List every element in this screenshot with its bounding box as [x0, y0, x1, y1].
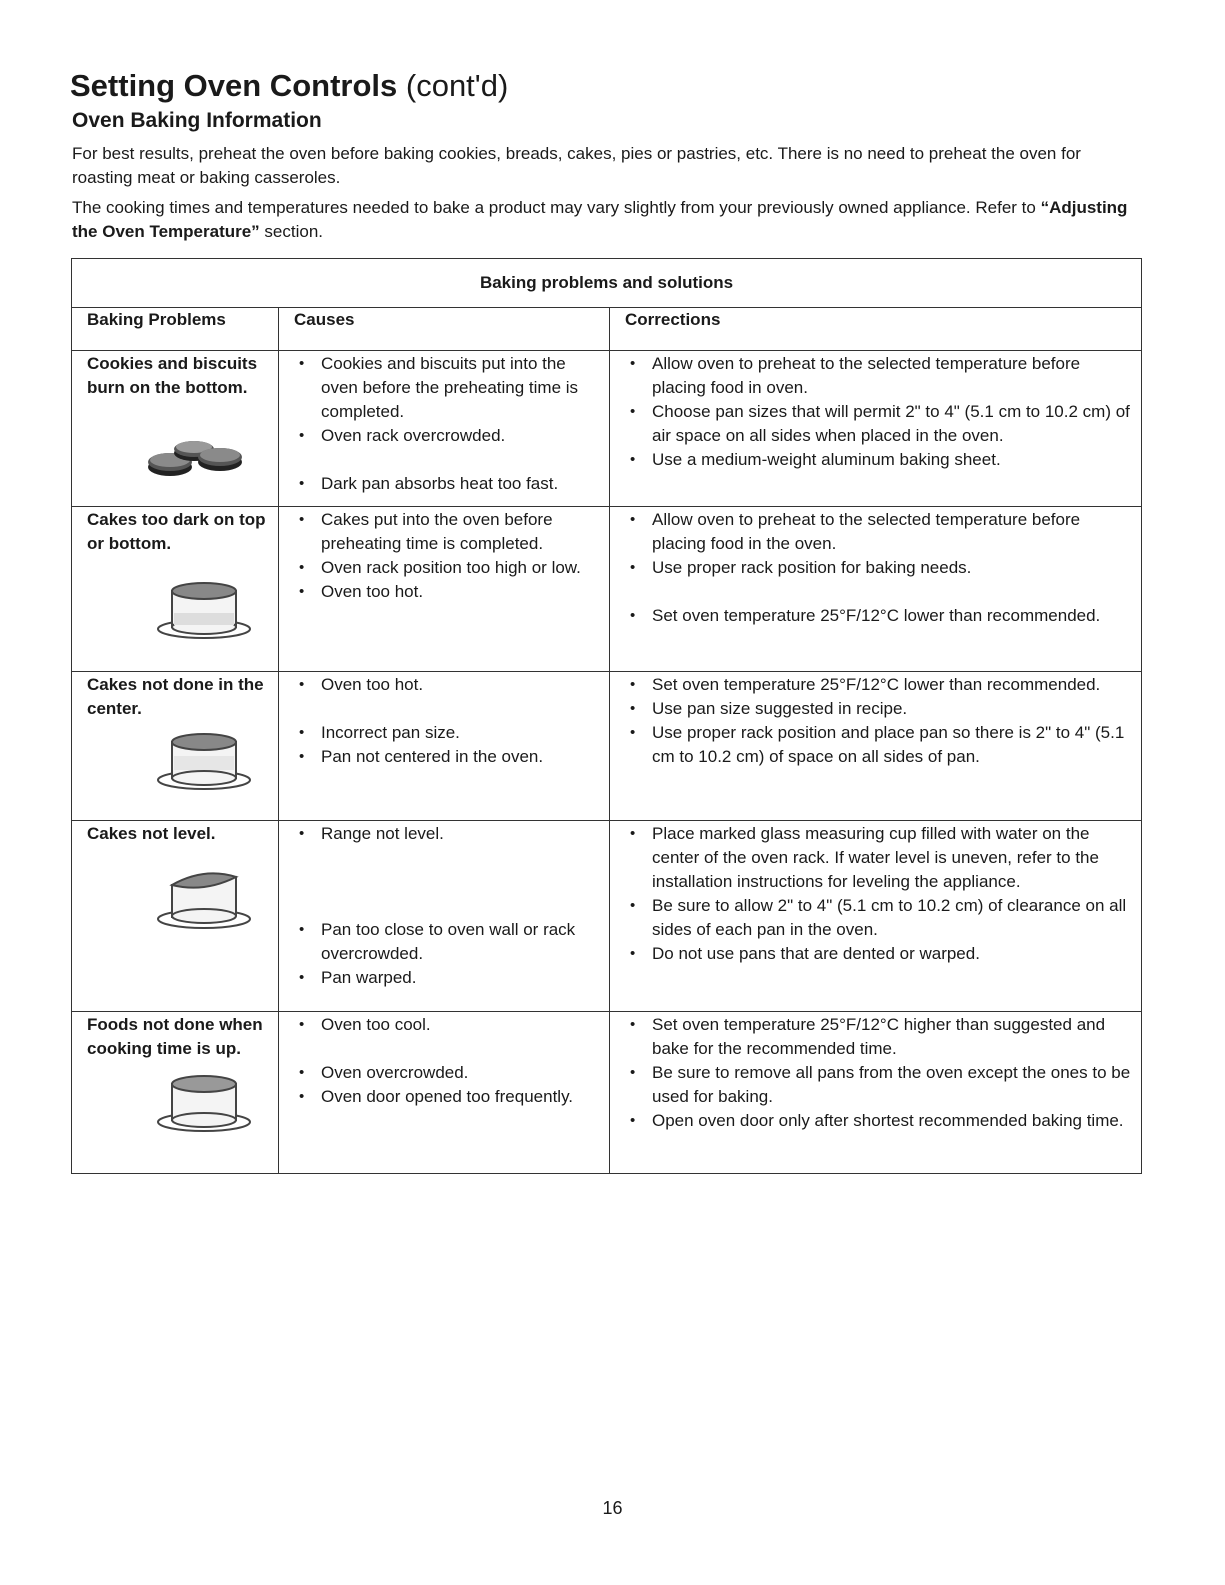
- correction-item: • Place marked glass measuring cup filled with water on the center of the oven rack. If water level is uneven, refer to the installation instructions for leveling the appliance.: [622, 822, 1135, 894]
- correction-item: • Use pan size suggested in recipe.: [622, 697, 1135, 721]
- header-corrections: Corrections: [610, 308, 1142, 351]
- cake-icon: [154, 728, 254, 792]
- cause-item: • Oven rack overcrowded.: [291, 424, 603, 448]
- cause-item: • Incorrect pan size.: [291, 721, 603, 745]
- table-row: [72, 672, 1142, 821]
- section-subtitle: Oven Baking Information: [72, 109, 322, 132]
- cause-item: • Oven overcrowded.: [291, 1061, 603, 1085]
- correction-item: • Open oven door only after shortest recommended baking time.: [622, 1109, 1135, 1133]
- cause-item: • Range not level.: [291, 822, 603, 846]
- correction-item: • Choose pan sizes that will permit 2" to 4" (5.1 cm to 10.2 cm) of air space on all sides when placed in the oven.: [622, 400, 1135, 448]
- table-row: [72, 1012, 1142, 1174]
- cause-item: • Oven rack position too high or low.: [291, 556, 603, 580]
- problem-label: Cakes not level.: [87, 824, 216, 843]
- problem-label: Cookies and biscuits burn on the bottom.: [87, 354, 258, 397]
- correction-item: • Set oven temperature 25°F/12°C lower than recommended.: [622, 604, 1135, 628]
- problem-cell: [72, 1012, 279, 1174]
- problem-cell: [72, 507, 279, 672]
- cause-item: • Pan too close to oven wall or rack overcrowded.: [291, 918, 603, 966]
- table-row: [72, 507, 1142, 672]
- cake-icon: [154, 577, 254, 641]
- cause-item: • Dark pan absorbs heat too fast.: [291, 472, 603, 496]
- cause-item: • Cakes put into the oven before preheating time is completed.: [291, 508, 603, 556]
- problem-cell: [72, 351, 279, 507]
- correction-item: • Use proper rack position and place pan so there is 2" to 4" (5.1 cm to 10.2 cm) of space on all sides of pan.: [622, 721, 1135, 769]
- cause-item: • Pan warped.: [291, 966, 603, 990]
- page-number: 16: [602, 1498, 623, 1518]
- problem-label: Cakes not done in the center.: [87, 675, 264, 718]
- header-causes: Causes: [279, 308, 610, 351]
- correction-item: • Allow oven to preheat to the selected temperature before placing food in the oven.: [622, 508, 1135, 556]
- problem-cell: [72, 821, 279, 1012]
- section-reference: “Adjusting the Oven Temperature”: [72, 198, 1128, 241]
- cake-icon: [154, 1070, 254, 1134]
- causes-cell: [279, 1012, 610, 1174]
- causes-cell: [279, 507, 610, 672]
- problem-label: Cakes too dark on top or bottom.: [87, 510, 266, 553]
- correction-item: • Set oven temperature 25°F/12°C higher than suggested and bake for the recommended time.: [622, 1013, 1135, 1061]
- correction-item: • Use a medium-weight aluminum baking sheet.: [622, 448, 1135, 472]
- intro-paragraph-2: [72, 196, 1132, 244]
- correction-item: • Use proper rack position for baking needs.: [622, 556, 1135, 580]
- cause-item: • Oven too hot.: [291, 580, 603, 604]
- correction-item: • Do not use pans that are dented or warped.: [622, 942, 1135, 966]
- correction-item: • Set oven temperature 25°F/12°C lower than recommended.: [622, 673, 1135, 697]
- cause-item: • Oven door opened too frequently.: [291, 1085, 603, 1109]
- table-header-row: [72, 308, 1142, 351]
- baking-problems-table: [71, 258, 1142, 1174]
- problem-label: Foods not done when cooking time is up.: [87, 1015, 263, 1058]
- cause-item: • Pan not centered in the oven.: [291, 745, 603, 769]
- causes-cell: [279, 351, 610, 507]
- cause-item: • Oven too hot.: [291, 673, 603, 697]
- table-row: [72, 351, 1142, 507]
- intro-paragraph-1: For best results, preheat the oven before baking cookies, breads, cakes, pies or pastries, etc. There is no need to preheat the oven for roasting meat or baking casseroles.: [72, 144, 1081, 187]
- page-title: [70, 66, 508, 106]
- table-row: [72, 821, 1142, 1012]
- causes-cell: [279, 672, 610, 821]
- correction-item: • Be sure to remove all pans from the oven except the ones to be used for baking.: [622, 1061, 1135, 1109]
- correction-item: • Be sure to allow 2" to 4" (5.1 cm to 10.2 cm) of clearance on all sides of each pan in the oven.: [622, 894, 1135, 942]
- cause-item: • Oven too cool.: [291, 1013, 603, 1037]
- causes-cell: [279, 821, 610, 1012]
- corrections-cell: [610, 672, 1142, 821]
- corrections-cell: [610, 1012, 1142, 1174]
- header-baking-problems: Baking Problems: [72, 308, 279, 351]
- page-title-contd: (cont'd): [405, 68, 509, 103]
- tilted-cake-icon: [154, 865, 254, 931]
- page-title-main: Setting Oven Controls: [70, 68, 398, 103]
- intro-p2-end: section.: [259, 222, 323, 241]
- corrections-cell: [610, 351, 1142, 507]
- cookies-icon: [142, 437, 252, 485]
- corrections-cell: [610, 821, 1142, 1012]
- correction-item: • Allow oven to preheat to the selected temperature before placing food in oven.: [622, 352, 1135, 400]
- cause-item: • Cookies and biscuits put into the oven before the preheating time is completed.: [291, 352, 603, 424]
- corrections-cell: [610, 507, 1142, 672]
- problem-cell: [72, 672, 279, 821]
- intro-p2-text: The cooking times and temperatures needed to bake a product may vary slightly from your previously owned appliance. Refer to: [72, 198, 1041, 217]
- table-caption: Baking problems and solutions: [72, 259, 1142, 308]
